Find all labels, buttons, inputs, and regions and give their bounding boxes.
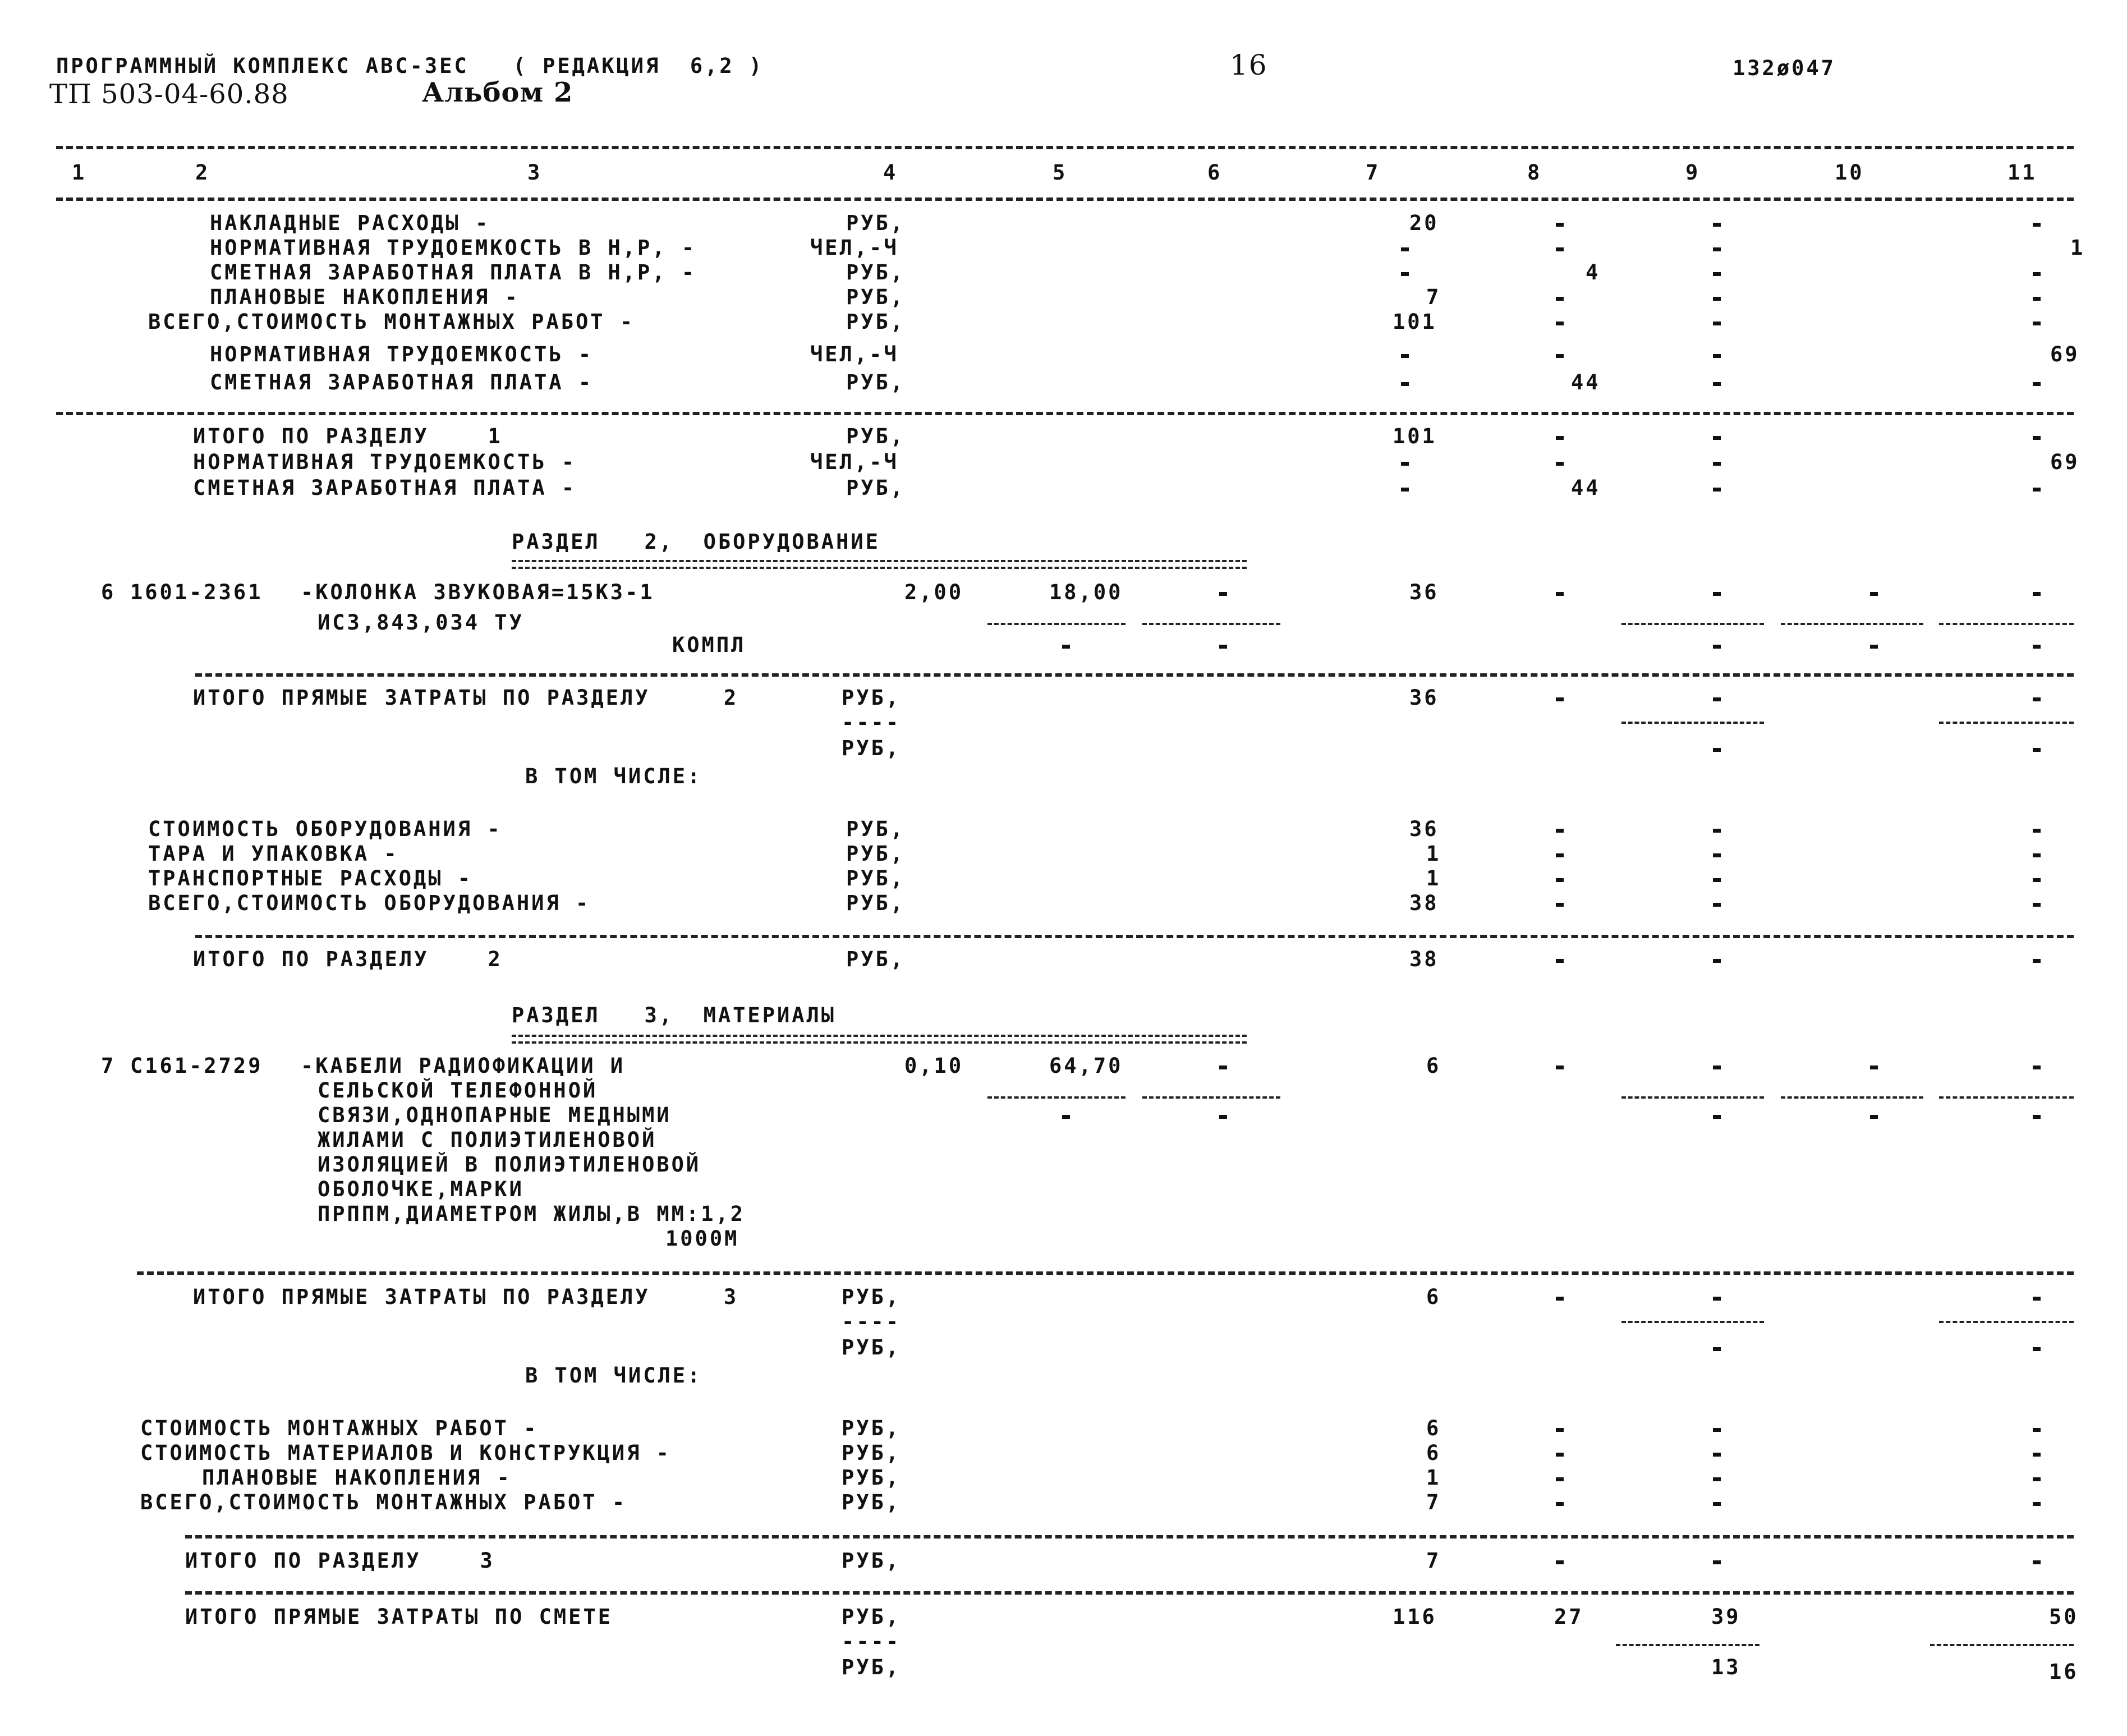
empty-value-dash xyxy=(1556,436,1564,440)
empty-value-dash xyxy=(1556,223,1564,227)
empty-value-dash xyxy=(2033,382,2041,386)
grand-total-value: 50 xyxy=(2049,1605,2079,1629)
empty-value-dash xyxy=(1556,878,1564,882)
cell-value: 6 xyxy=(1426,1416,1441,1440)
empty-value-dash xyxy=(1713,1453,1721,1457)
cell-value: 1 xyxy=(1426,1466,1441,1490)
cell-rule xyxy=(1930,1644,2074,1646)
unit-separator: ---- xyxy=(842,1629,901,1654)
empty-value-dash xyxy=(1713,272,1721,276)
item-name-line: ЖИЛАМИ С ПОЛИЭТИЛЕНОВОЙ xyxy=(318,1128,657,1152)
empty-value-dash xyxy=(2033,297,2041,301)
empty-value-dash xyxy=(1713,1297,1721,1301)
empty-value-dash xyxy=(1556,1502,1564,1506)
unit: РУБ, xyxy=(842,1416,901,1440)
row-label: НОРМАТИВНАЯ ТРУДОЕМКОСТЬ - xyxy=(193,450,577,474)
section-rule xyxy=(56,412,2074,415)
cell-rule xyxy=(1939,1321,2074,1323)
section-total-label: ИТОГО ПО РАЗДЕЛУ 3 xyxy=(185,1549,495,1573)
empty-value-dash xyxy=(1556,322,1564,325)
item-name-line: -КАБЕЛИ РАДИОФИКАЦИИ И xyxy=(301,1054,626,1078)
cell-value: 4 xyxy=(1586,260,1601,284)
empty-value-dash xyxy=(1556,462,1564,466)
grand-total-value: 13 xyxy=(1711,1655,1741,1679)
empty-value-dash xyxy=(1401,272,1409,276)
empty-value-dash xyxy=(1870,645,1878,649)
cell-value: 1 xyxy=(1426,842,1441,866)
empty-value-dash xyxy=(2033,1477,2041,1481)
unit: РУБ, xyxy=(842,1605,901,1629)
column-number: 7 xyxy=(1366,160,1381,185)
header-rule-top xyxy=(56,146,2074,149)
empty-value-dash xyxy=(1713,1477,1721,1481)
header-rule-bottom xyxy=(56,198,2074,201)
cell-value: 36 xyxy=(1409,580,1439,604)
album-label: Альбом 2 xyxy=(422,77,573,108)
cell-value: 101 xyxy=(1393,310,1437,334)
unit: РУБ, xyxy=(846,817,906,841)
item-number: 6 xyxy=(101,580,116,604)
empty-value-dash xyxy=(1713,748,1721,752)
cell-value: 69 xyxy=(2050,450,2080,474)
empty-value-dash xyxy=(1713,1560,1721,1564)
total-rule xyxy=(185,1591,2074,1595)
cell-value: 1 xyxy=(2070,236,2085,260)
cell-value: 6 xyxy=(1426,1441,1441,1465)
section-rule xyxy=(195,935,2074,938)
row-label: СМЕТНАЯ ЗАРАБОТНАЯ ПЛАТА - xyxy=(193,476,577,500)
cell-rule xyxy=(1621,623,1764,625)
cell-rule xyxy=(1621,1096,1764,1099)
item-name-line: СЕЛЬСКОЙ ТЕЛЕФОННОЙ xyxy=(318,1078,598,1103)
section-heading: РАЗДЕЛ 3, МАТЕРИАЛЫ xyxy=(512,1003,837,1027)
item-price: 64,70 xyxy=(1049,1054,1123,1078)
column-number: 4 xyxy=(883,160,898,185)
empty-value-dash xyxy=(2033,1560,2041,1564)
section-heading-underline xyxy=(512,560,1247,562)
row-label: ВСЕГО,СТОИМОСТЬ МОНТАЖНЫХ РАБОТ - xyxy=(140,1490,627,1514)
empty-value-dash xyxy=(1870,592,1878,596)
empty-value-dash xyxy=(1713,462,1721,466)
page-number: 16 xyxy=(1230,49,1268,81)
item-code: 1601-2361 xyxy=(130,580,263,604)
cell-rule xyxy=(1939,1096,2074,1099)
empty-value-dash xyxy=(2033,697,2041,701)
empty-value-dash xyxy=(1713,322,1721,325)
unit: РУБ, xyxy=(842,1655,901,1679)
unit: РУБ, xyxy=(842,1490,901,1514)
row-label: НОРМАТИВНАЯ ТРУДОЕМКОСТЬ - xyxy=(210,342,594,366)
empty-value-dash xyxy=(1556,1297,1564,1301)
document-code: ТП 503-04-60.88 xyxy=(49,79,289,110)
empty-value-dash xyxy=(1219,645,1227,649)
column-number: 5 xyxy=(1053,160,1068,185)
item-quantity: 0,10 xyxy=(904,1054,964,1078)
item-quantity: 2,00 xyxy=(904,580,964,604)
empty-value-dash xyxy=(1556,1453,1564,1457)
section-heading-underline xyxy=(512,1035,1247,1037)
empty-value-dash xyxy=(2033,1502,2041,1506)
empty-value-dash xyxy=(1556,297,1564,301)
empty-value-dash xyxy=(1556,354,1564,358)
unit: РУБ, xyxy=(846,947,906,971)
empty-value-dash xyxy=(1556,592,1564,596)
column-number: 3 xyxy=(527,160,543,185)
empty-value-dash xyxy=(1556,697,1564,701)
unit: РУБ, xyxy=(842,1466,901,1490)
section-rule xyxy=(195,673,2074,677)
row-label: СТОИМОСТЬ МОНТАЖНЫХ РАБОТ - xyxy=(140,1416,539,1440)
empty-value-dash xyxy=(1219,1066,1227,1069)
cell-rule xyxy=(1939,722,2074,724)
subheading: В ТОМ ЧИСЛЕ: xyxy=(525,764,702,788)
grand-total-value: 116 xyxy=(1393,1605,1437,1629)
empty-value-dash xyxy=(1713,354,1721,358)
empty-value-dash xyxy=(2033,1347,2041,1351)
cell-value: 7 xyxy=(1426,285,1441,309)
empty-value-dash xyxy=(2033,1066,2041,1069)
empty-value-dash xyxy=(1713,878,1721,882)
empty-value-dash xyxy=(1713,959,1721,963)
item-name: -КОЛОНКА ЗВУКОВАЯ=15КЗ-1 xyxy=(301,580,655,604)
cell-value: 6 xyxy=(1426,1054,1441,1078)
item-name-line: ПРППМ,ДИАМЕТРОМ ЖИЛЫ,В ММ:1,2 xyxy=(318,1202,746,1226)
cell-rule xyxy=(1142,1096,1280,1099)
empty-value-dash xyxy=(1401,462,1409,466)
row-label: ПЛАНОВЫЕ НАКОПЛЕНИЯ - xyxy=(210,285,520,309)
empty-value-dash xyxy=(1062,1115,1070,1119)
empty-value-dash xyxy=(1713,1428,1721,1432)
empty-value-dash xyxy=(1556,1066,1564,1069)
empty-value-dash xyxy=(2033,592,2041,596)
row-label: ПЛАНОВЫЕ НАКОПЛЕНИЯ - xyxy=(202,1466,512,1490)
section-heading-underline xyxy=(512,567,1247,569)
unit: ЧЕЛ,-Ч xyxy=(810,236,899,260)
empty-value-dash xyxy=(1713,1066,1721,1069)
empty-value-dash xyxy=(2033,488,2041,492)
row-label: ТАРА И УПАКОВКА - xyxy=(148,842,399,866)
section-heading: РАЗДЕЛ 2, ОБОРУДОВАНИЕ xyxy=(512,530,880,554)
cell-value: 44 xyxy=(1571,370,1601,394)
empty-value-dash xyxy=(1713,853,1721,857)
empty-value-dash xyxy=(2033,1297,2041,1301)
empty-value-dash xyxy=(1870,1115,1878,1119)
empty-value-dash xyxy=(1713,436,1721,440)
empty-value-dash xyxy=(1556,247,1564,251)
cell-rule xyxy=(1781,1096,1923,1099)
row-label: НАКЛАДНЫЕ РАСХОДЫ - xyxy=(210,211,490,235)
empty-value-dash xyxy=(2033,436,2041,440)
empty-value-dash xyxy=(1713,223,1721,227)
empty-value-dash xyxy=(1713,1115,1721,1119)
unit: ЧЕЛ,-Ч xyxy=(810,342,899,366)
unit: РУБ, xyxy=(846,260,906,284)
empty-value-dash xyxy=(1556,959,1564,963)
program-title: ПРОГРАММНЫЙ КОМПЛЕКС АВС-3ЕС ( РЕДАКЦИЯ 6,2 ) xyxy=(56,54,764,78)
cell-value: 36 xyxy=(1409,817,1439,841)
empty-value-dash xyxy=(2033,223,2041,227)
unit: РУБ, xyxy=(842,736,901,760)
row-label: ТРАНСПОРТНЫЕ РАСХОДЫ - xyxy=(148,866,473,890)
empty-value-dash xyxy=(1713,829,1721,833)
item-name-line: СВЯЗИ,ОДНОПАРНЫЕ МЕДНЫМИ xyxy=(318,1103,672,1127)
section-rule xyxy=(137,1271,2074,1275)
item-unit: КОМПЛ xyxy=(672,633,746,657)
unit: РУБ, xyxy=(846,285,906,309)
unit: РУБ, xyxy=(842,1335,901,1360)
empty-value-dash xyxy=(1401,247,1409,251)
grand-total-value: 39 xyxy=(1711,1605,1741,1629)
column-number: 2 xyxy=(195,160,210,185)
cell-rule xyxy=(1621,722,1764,724)
cell-value: 38 xyxy=(1409,947,1439,971)
empty-value-dash xyxy=(2033,1453,2041,1457)
row-label: ВСЕГО,СТОИМОСТЬ МОНТАЖНЫХ РАБОТ - xyxy=(148,310,635,334)
empty-value-dash xyxy=(2033,878,2041,882)
row-label: СТОИМОСТЬ МАТЕРИАЛОВ И КОНСТРУКЦИЯ - xyxy=(140,1441,671,1465)
empty-value-dash xyxy=(1870,1066,1878,1069)
cell-value: 7 xyxy=(1426,1490,1441,1514)
row-label: НОРМАТИВНАЯ ТРУДОЕМКОСТЬ В Н,Р, - xyxy=(210,236,697,260)
cell-rule xyxy=(1142,623,1280,625)
cell-rule xyxy=(987,623,1125,625)
empty-value-dash xyxy=(1713,903,1721,907)
empty-value-dash xyxy=(2033,1428,2041,1432)
empty-value-dash xyxy=(1713,382,1721,386)
empty-value-dash xyxy=(1556,1477,1564,1481)
empty-value-dash xyxy=(1713,592,1721,596)
section-total-label: ИТОГО ПРЯМЫЕ ЗАТРАТЫ ПО РАЗДЕЛУ 2 xyxy=(193,686,739,710)
unit: РУБ, xyxy=(846,370,906,394)
row-label: ВСЕГО,СТОИМОСТЬ ОБОРУДОВАНИЯ - xyxy=(148,891,591,915)
empty-value-dash xyxy=(1713,645,1721,649)
row-label: СТОИМОСТЬ ОБОРУДОВАНИЯ - xyxy=(148,817,502,841)
column-number: 8 xyxy=(1527,160,1542,185)
cell-value: 6 xyxy=(1426,1285,1441,1309)
unit: РУБ, xyxy=(842,1549,901,1573)
empty-value-dash xyxy=(1219,1115,1227,1119)
column-number: 6 xyxy=(1207,160,1223,185)
empty-value-dash xyxy=(1713,1347,1721,1351)
unit: РУБ, xyxy=(846,842,906,866)
empty-value-dash xyxy=(1219,592,1227,596)
item-name-line: ОБОЛОЧКЕ,МАРКИ xyxy=(318,1177,524,1201)
unit: РУБ, xyxy=(842,686,901,710)
document-number: 132ø047 xyxy=(1733,56,1836,80)
cell-value: 20 xyxy=(1409,211,1439,235)
cell-rule xyxy=(1939,623,2074,625)
item-code: С161-2729 xyxy=(130,1054,263,1078)
unit: РУБ, xyxy=(846,866,906,890)
empty-value-dash xyxy=(2033,853,2041,857)
item-number: 7 xyxy=(101,1054,116,1078)
unit: РУБ, xyxy=(842,1441,901,1465)
unit: РУБ, xyxy=(846,310,906,334)
empty-value-dash xyxy=(2033,1115,2041,1119)
item-price: 18,00 xyxy=(1049,580,1123,604)
empty-value-dash xyxy=(2033,959,2041,963)
section-total-label: ИТОГО ПО РАЗДЕЛУ 2 xyxy=(193,947,503,971)
section-total-label: ИТОГО ПРЯМЫЕ ЗАТРАТЫ ПО РАЗДЕЛУ 3 xyxy=(193,1285,739,1309)
empty-value-dash xyxy=(2033,645,2041,649)
cell-value: 38 xyxy=(1409,891,1439,915)
item-spec: ИСЗ,843,034 ТУ xyxy=(318,610,524,635)
column-number: 1 xyxy=(72,160,87,185)
cell-value: 1 xyxy=(1426,866,1441,890)
empty-value-dash xyxy=(1713,297,1721,301)
empty-value-dash xyxy=(1062,645,1070,649)
unit-separator: ---- xyxy=(842,710,901,734)
empty-value-dash xyxy=(1556,1560,1564,1564)
item-name-line: ИЗОЛЯЦИЕЙ В ПОЛИЭТИЛЕНОВОЙ xyxy=(318,1152,701,1177)
empty-value-dash xyxy=(2033,903,2041,907)
empty-value-dash xyxy=(1713,247,1721,251)
unit-separator: ---- xyxy=(842,1310,901,1334)
empty-value-dash xyxy=(1713,1502,1721,1506)
row-label: СМЕТНАЯ ЗАРАБОТНАЯ ПЛАТА - xyxy=(210,370,594,394)
column-number: 10 xyxy=(1835,160,1864,185)
empty-value-dash xyxy=(1556,1428,1564,1432)
cell-rule xyxy=(987,1096,1125,1099)
cell-rule xyxy=(1616,1644,1760,1646)
empty-value-dash xyxy=(2033,748,2041,752)
section-total-label: ИТОГО ПО РАЗДЕЛУ 1 xyxy=(193,424,503,448)
cell-value: 69 xyxy=(2050,342,2080,366)
empty-value-dash xyxy=(1556,829,1564,833)
empty-value-dash xyxy=(1556,903,1564,907)
row-label: СМЕТНАЯ ЗАРАБОТНАЯ ПЛАТА В Н,Р, - xyxy=(210,260,697,284)
unit: РУБ, xyxy=(846,424,906,448)
empty-value-dash xyxy=(1401,354,1409,358)
column-number: 11 xyxy=(2007,160,2037,185)
subheading: В ТОМ ЧИСЛЕ: xyxy=(525,1363,702,1388)
column-number: 9 xyxy=(1685,160,1701,185)
empty-value-dash xyxy=(1713,697,1721,701)
empty-value-dash xyxy=(1713,488,1721,492)
cell-value: 7 xyxy=(1426,1549,1441,1573)
grand-total-value: 16 xyxy=(2049,1660,2079,1684)
empty-value-dash xyxy=(1401,488,1409,492)
empty-value-dash xyxy=(2033,322,2041,325)
grand-total-label: ИТОГО ПРЯМЫЕ ЗАТРАТЫ ПО СМЕТЕ xyxy=(185,1605,613,1629)
empty-value-dash xyxy=(1401,382,1409,386)
unit: РУБ, xyxy=(842,1285,901,1309)
unit: РУБ, xyxy=(846,476,906,500)
unit: РУБ, xyxy=(846,211,906,235)
grand-total-value: 27 xyxy=(1554,1605,1584,1629)
empty-value-dash xyxy=(1556,853,1564,857)
unit: РУБ, xyxy=(846,891,906,915)
cell-value: 36 xyxy=(1409,686,1439,710)
section-rule xyxy=(185,1535,2074,1538)
unit: ЧЕЛ,-Ч xyxy=(810,450,899,474)
cell-rule xyxy=(1621,1321,1764,1323)
cell-value: 101 xyxy=(1393,424,1437,448)
empty-value-dash xyxy=(2033,829,2041,833)
section-heading-underline xyxy=(512,1041,1247,1044)
empty-value-dash xyxy=(2033,272,2041,276)
cell-value: 44 xyxy=(1571,476,1601,500)
cell-rule xyxy=(1781,623,1923,625)
item-unit: 1000М xyxy=(665,1227,739,1251)
